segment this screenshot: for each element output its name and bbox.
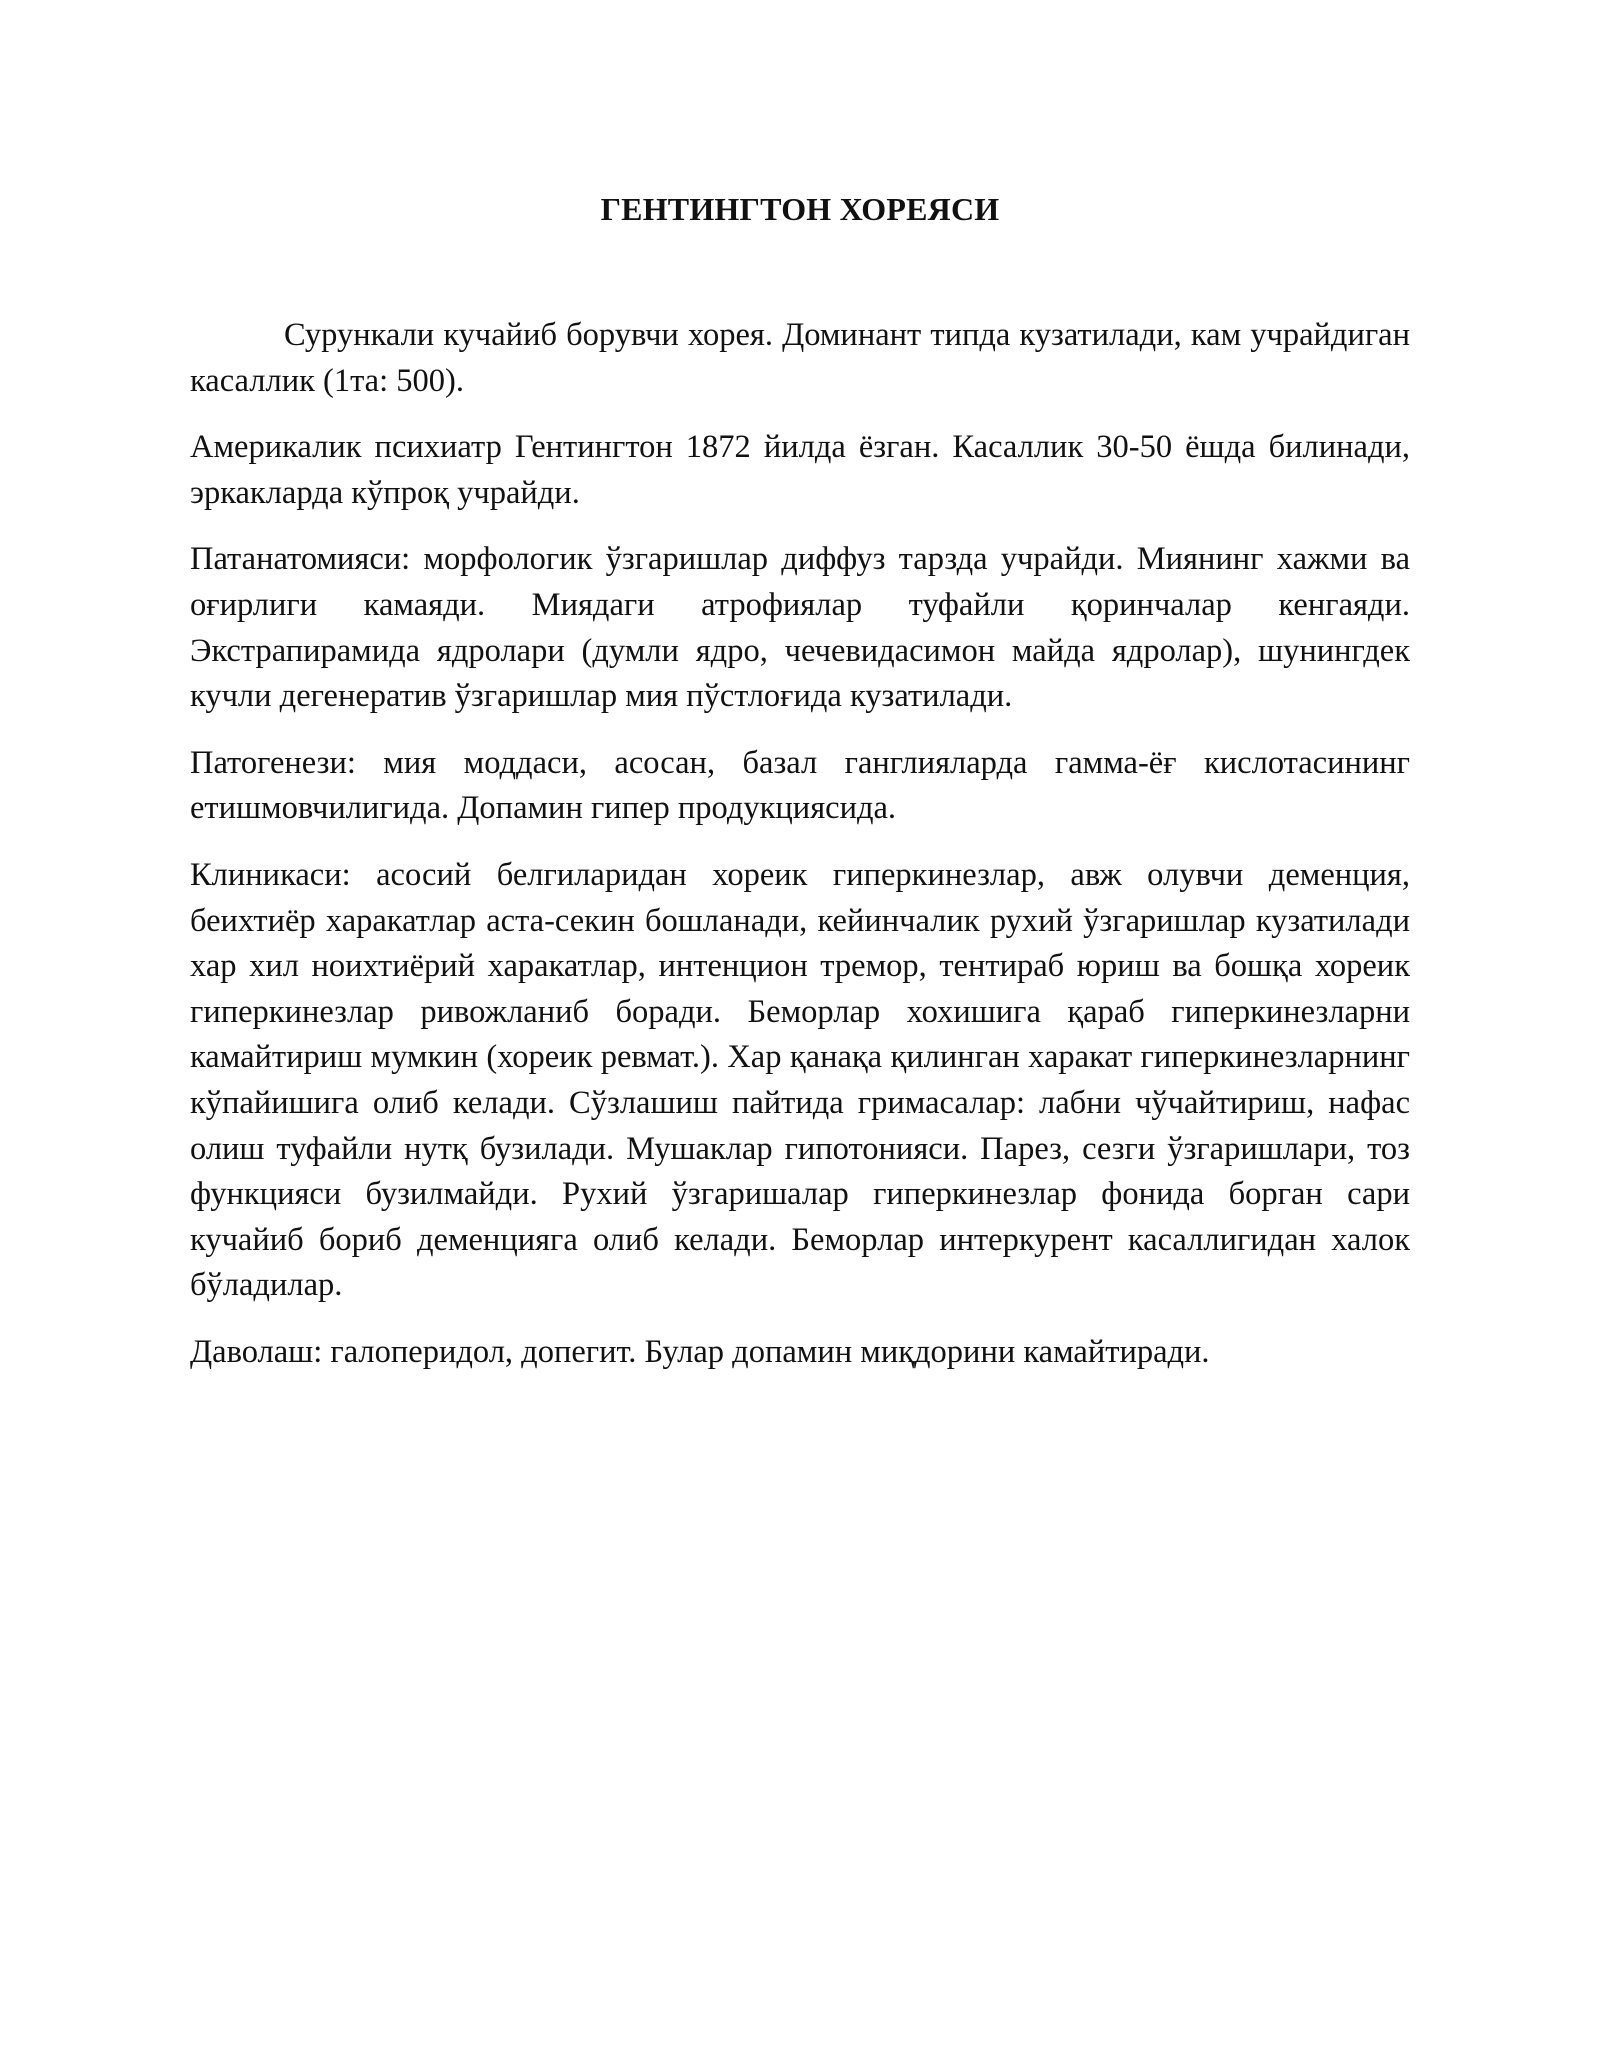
- paragraph-clinical: Клиникаси: асосий белгиларидан хореик гиперкинезлар, авж олувчи деменция, беихтиёр харакатлар аста-секин бошланади, кейинчалик рухий ўзгаришлар кузатилади хар хил ноихтиёрий харакатлар, интенцион тремор, тентираб юриш ва бошқа хореик гиперкинезлар ривожланиб боради. Беморлар хохишига қараб гиперкинезларни камайтириш мумкин (хореик ревмат.). Хар қанақа қилинган харакат гиперкинезларнинг кўпайишига олиб келади. Сўзлашиш пайтида гримасалар: лабни чўчайтириш, нафас олиш туфайли нутқ бузилади. Мушаклар гипотонияси. Парез, сезги ўзгаришлари, тоз функцияси бузилмайди. Рухий ўзгаришалар гиперкинезлар фонида борган сари кучайиб бориб деменцияга олиб келади. Беморлар интеркурент касаллигидан халок бўладилар.: [190, 856, 1410, 1304]
- paragraph-treatment: Даволаш: галоперидол, допегит. Булар допамин миқдорини камайтиради.: [190, 1333, 1210, 1370]
- document-page: [190, 188, 1410, 1396]
- paragraph-history: Америкалик психиатр Гентингтон 1872 йилда ёзган. Касаллик 30-50 ёшда билинади, эркакларда кўпроқ учрайди.: [190, 429, 1410, 511]
- paragraph-intro: Сурункали кучайиб борувчи хорея. Доминант типда кузатилади, кам учрайдиган касаллик (1та: 500).: [190, 317, 1410, 399]
- paragraph-pathanatomy: Патанатомияси: морфологик ўзгаришлар диффуз тарзда учрайди. Миянинг хажми ва оғирлиги камаяди. Миядаги атрофиялар туфайли қоринчалар кенгаяди. Экстрапирамида ядролари (думли ядро, чечевидасимон майда ядролар), шунингдек кучли дегенератив ўзгаришлар мия пўстлоғида кузатилади.: [190, 541, 1410, 715]
- paragraph-pathogenesis: Патогенези: мия моддаси, асосан, базал ганглияларда гамма-ёғ кислотасининг етишмовчилигида. Допамин гипер продукциясида.: [190, 744, 1410, 827]
- document-title: ГЕНТИНГТОН ХОРЕЯСИ: [600, 191, 1000, 227]
